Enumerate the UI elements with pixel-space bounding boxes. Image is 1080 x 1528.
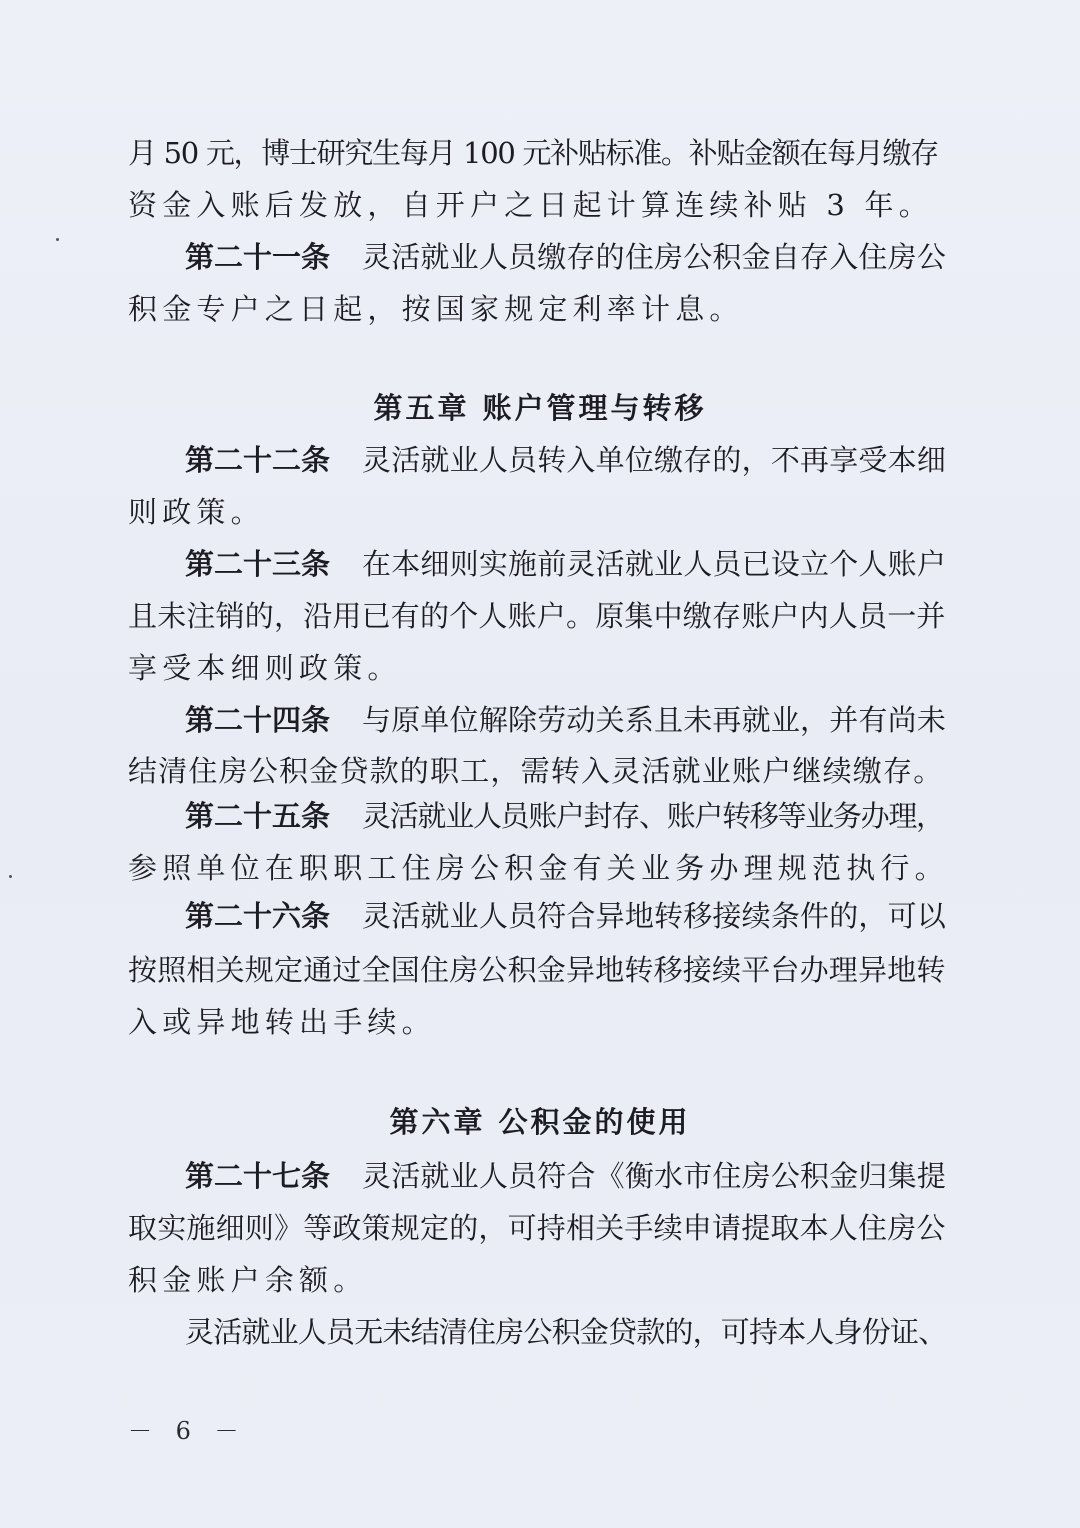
- text-line: 则政策。: [128, 495, 265, 529]
- text-line: 入或异地转出手续。: [128, 1005, 436, 1039]
- chapter-heading: 第六章 公积金的使用: [389, 1105, 691, 1139]
- article-22: [185, 440, 948, 480]
- article-label: 第二十四条: [185, 703, 331, 737]
- scan-speck: [9, 875, 12, 878]
- article-26: [185, 896, 948, 936]
- article-text: 与原单位解除劳动关系且未再就业，并有尚未: [362, 703, 947, 737]
- article-label: 第二十六条: [185, 899, 331, 933]
- text-line: 结清住房公积金贷款的职工，需转入灵活就业账户继续缴存。: [128, 754, 944, 788]
- text-line: 按照相关规定通过全国住房公积金异地转移接续平台办理异地转: [128, 953, 946, 987]
- scan-speck: [56, 238, 59, 241]
- text-line: 积金专户之日起，按国家规定利率计息。: [128, 292, 744, 326]
- text-line: 取实施细则》等政策规定的，可持相关手续申请提取本人住房公: [128, 1211, 946, 1245]
- article-23: [185, 544, 948, 584]
- page-number: － 6 －: [128, 1417, 247, 1445]
- article-text: 灵活就业人员缴存的住房公积金自存入住房公: [362, 240, 947, 274]
- article-label: 第二十一条: [185, 240, 331, 274]
- article-21: [185, 237, 948, 277]
- article-24: [185, 700, 948, 740]
- text-line: 享受本细则政策。: [128, 651, 402, 685]
- article-25: [185, 796, 948, 836]
- article-label: 第二十五条: [185, 799, 331, 833]
- text-line: 积金账户余额。: [128, 1263, 368, 1297]
- article-text: 在本细则实施前灵活就业人员已设立个人账户: [362, 547, 947, 581]
- article-text: 灵活就业人员账户封存、账户转移等业务办理，: [362, 799, 944, 833]
- text-line: 灵活就业人员无未结清住房公积金贷款的，可持本人身份证、: [185, 1315, 947, 1349]
- article-text: 灵活就业人员符合异地转移接续条件的，可以: [362, 899, 947, 933]
- article-text: 灵活就业人员转入单位缴存的，不再享受本细: [362, 443, 947, 477]
- article-text: 灵活就业人员符合《衡水市住房公积金归集提: [362, 1159, 947, 1193]
- chapter-heading: 第五章 账户管理与转移: [373, 391, 707, 425]
- article-label: 第二十二条: [185, 443, 331, 477]
- text-line: 月 50 元，博士研究生每月 100 元补贴标准。补贴金额在每月缴存: [128, 136, 938, 170]
- text-line: 且未注销的，沿用已有的个人账户。原集中缴存账户内人员一并: [128, 599, 946, 633]
- article-label: 第二十七条: [185, 1159, 331, 1193]
- text-line: 参照单位在职职工住房公积金有关业务办理规范执行。: [128, 851, 949, 885]
- text-line: 资金入账后发放，自开户之日起计算连续补贴 3 年。: [128, 188, 933, 222]
- article-label: 第二十三条: [185, 547, 331, 581]
- article-27: [185, 1156, 948, 1196]
